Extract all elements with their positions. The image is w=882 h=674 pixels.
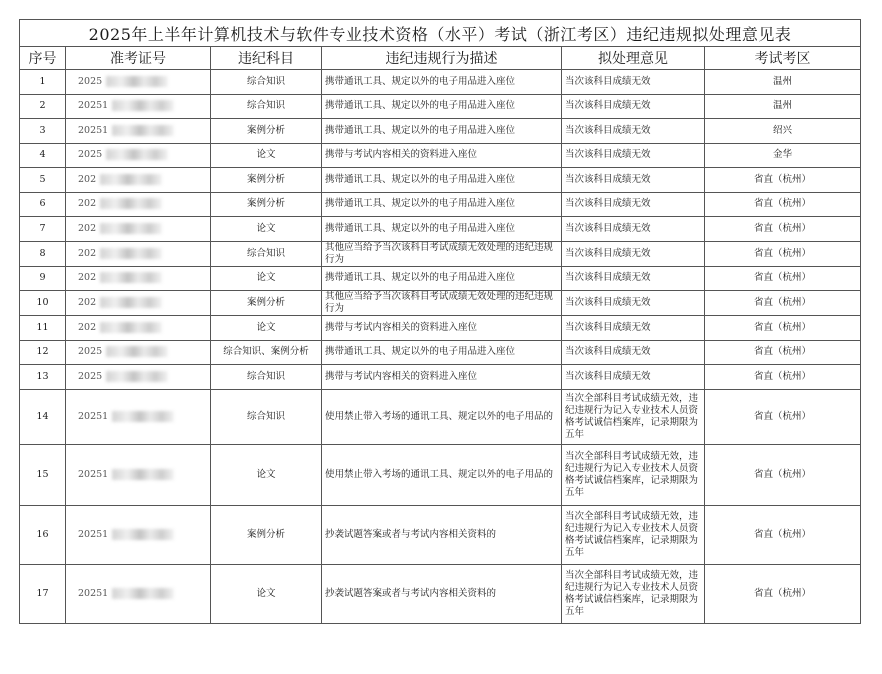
table-row — [20, 241, 861, 266]
header-subject: 违纪科目 — [211, 47, 322, 70]
subject-cell: 综合知识 — [211, 365, 322, 390]
ticket-number-cell — [66, 168, 211, 193]
exam-area-cell: 省直（杭州） — [705, 291, 861, 316]
subject-cell: 论文 — [211, 143, 322, 168]
description-cell: 携带与考试内容相关的资料进入座位 — [322, 365, 562, 390]
violation-sheet — [19, 19, 860, 624]
ticket-number-cell — [66, 564, 211, 623]
proposed-action-cell: 当次该科目成绩无效 — [562, 119, 705, 144]
row-index: 6 — [20, 192, 66, 217]
table-row — [20, 291, 861, 316]
redaction-blur — [112, 411, 174, 422]
proposed-action-cell: 当次该科目成绩无效 — [562, 266, 705, 291]
exam-area-cell: 温州 — [705, 94, 861, 119]
violation-table — [19, 19, 861, 624]
row-index: 16 — [20, 505, 66, 564]
subject-cell: 论文 — [211, 564, 322, 623]
subject-cell: 论文 — [211, 217, 322, 242]
redaction-blur — [100, 297, 162, 308]
exam-area-cell: 省直（杭州） — [705, 365, 861, 390]
row-index: 10 — [20, 291, 66, 316]
subject-cell: 综合知识 — [211, 389, 322, 444]
exam-area-cell: 省直（杭州） — [705, 505, 861, 564]
row-index: 5 — [20, 168, 66, 193]
exam-area-cell: 省直（杭州） — [705, 444, 861, 505]
proposed-action-cell: 当次该科目成绩无效 — [562, 340, 705, 365]
row-index: 12 — [20, 340, 66, 365]
header-index: 序号 — [20, 47, 66, 70]
redaction-blur — [112, 125, 174, 136]
exam-area-cell: 省直（杭州） — [705, 241, 861, 266]
header-description: 违纪违规行为描述 — [322, 47, 562, 70]
header-exam-area: 考试考区 — [705, 47, 861, 70]
ticket-number-prefix: 202 — [78, 272, 97, 284]
exam-area-cell: 省直（杭州） — [705, 217, 861, 242]
redaction-blur — [100, 248, 162, 259]
ticket-number-prefix: 20251 — [78, 124, 109, 136]
subject-cell: 综合知识、案例分析 — [211, 340, 322, 365]
description-cell: 使用禁止带入考场的通讯工具、规定以外的电子用品的 — [322, 389, 562, 444]
ticket-number-prefix: 2025 — [78, 370, 103, 382]
subject-cell: 案例分析 — [211, 291, 322, 316]
redaction-blur — [100, 322, 162, 333]
row-index: 9 — [20, 266, 66, 291]
ticket-number-prefix: 2025 — [78, 149, 103, 161]
subject-cell: 论文 — [211, 266, 322, 291]
header-row — [20, 47, 861, 70]
ticket-number-prefix: 20251 — [78, 410, 109, 422]
description-cell: 携带通讯工具、规定以外的电子用品进入座位 — [322, 340, 562, 365]
subject-cell: 论文 — [211, 316, 322, 341]
ticket-number-cell — [66, 291, 211, 316]
row-index: 13 — [20, 365, 66, 390]
subject-cell: 综合知识 — [211, 241, 322, 266]
exam-area-cell: 绍兴 — [705, 119, 861, 144]
row-index: 17 — [20, 564, 66, 623]
table-row — [20, 564, 861, 623]
ticket-number-prefix: 20251 — [78, 100, 109, 112]
redaction-blur — [100, 272, 162, 283]
row-index: 11 — [20, 316, 66, 341]
ticket-number-cell — [66, 192, 211, 217]
exam-area-cell: 省直（杭州） — [705, 564, 861, 623]
proposed-action-cell: 当次该科目成绩无效 — [562, 217, 705, 242]
redaction-blur — [112, 588, 174, 599]
table-row — [20, 266, 861, 291]
description-cell: 抄袭试题答案或者与考试内容相关资料的 — [322, 564, 562, 623]
ticket-number-prefix: 202 — [78, 321, 97, 333]
proposed-action-cell: 当次该科目成绩无效 — [562, 241, 705, 266]
ticket-number-cell — [66, 340, 211, 365]
redaction-blur — [112, 469, 174, 480]
ticket-number-cell — [66, 505, 211, 564]
exam-area-cell: 省直（杭州） — [705, 266, 861, 291]
subject-cell: 案例分析 — [211, 168, 322, 193]
ticket-number-cell — [66, 94, 211, 119]
exam-area-cell: 温州 — [705, 70, 861, 95]
proposed-action-cell: 当次该科目成绩无效 — [562, 365, 705, 390]
ticket-number-prefix: 202 — [78, 198, 97, 210]
row-index: 8 — [20, 241, 66, 266]
proposed-action-cell: 当次该科目成绩无效 — [562, 143, 705, 168]
ticket-number-cell — [66, 365, 211, 390]
table-row — [20, 192, 861, 217]
description-cell: 携带与考试内容相关的资料进入座位 — [322, 316, 562, 341]
row-index: 4 — [20, 143, 66, 168]
ticket-number-cell — [66, 119, 211, 144]
subject-cell: 论文 — [211, 444, 322, 505]
redaction-blur — [100, 174, 162, 185]
description-cell: 携带通讯工具、规定以外的电子用品进入座位 — [322, 217, 562, 242]
table-row — [20, 217, 861, 242]
description-cell: 携带通讯工具、规定以外的电子用品进入座位 — [322, 70, 562, 95]
subject-cell: 综合知识 — [211, 94, 322, 119]
ticket-number-cell — [66, 217, 211, 242]
exam-area-cell: 省直（杭州） — [705, 316, 861, 341]
subject-cell: 综合知识 — [211, 70, 322, 95]
description-cell: 其他应当给予当次该科目考试成绩无效处理的违纪违规行为 — [322, 291, 562, 316]
row-index: 1 — [20, 70, 66, 95]
ticket-number-prefix: 20251 — [78, 468, 109, 480]
subject-cell: 案例分析 — [211, 192, 322, 217]
table-row — [20, 340, 861, 365]
ticket-number-cell — [66, 241, 211, 266]
ticket-number-cell — [66, 389, 211, 444]
proposed-action-cell: 当次该科目成绩无效 — [562, 316, 705, 341]
table-row — [20, 316, 861, 341]
table-title: 2025年上半年计算机技术与软件专业技术资格（水平）考试（浙江考区）违纪违规拟处理意见表 — [20, 20, 861, 47]
proposed-action-cell: 当次全部科目考试成绩无效，违纪违规行为记入专业技术人员资格考试诚信档案库，记录期限为五年 — [562, 444, 705, 505]
row-index: 7 — [20, 217, 66, 242]
proposed-action-cell: 当次该科目成绩无效 — [562, 168, 705, 193]
redaction-blur — [106, 371, 168, 382]
table-row — [20, 94, 861, 119]
proposed-action-cell: 当次全部科目考试成绩无效，违纪违规行为记入专业技术人员资格考试诚信档案库，记录期限为五年 — [562, 564, 705, 623]
table-row — [20, 119, 861, 144]
ticket-number-prefix: 202 — [78, 173, 97, 185]
ticket-number-prefix: 2025 — [78, 75, 103, 87]
row-index: 3 — [20, 119, 66, 144]
redaction-blur — [112, 529, 174, 540]
header-ticket-number: 准考证号 — [66, 47, 211, 70]
proposed-action-cell: 当次全部科目考试成绩无效，违纪违规行为记入专业技术人员资格考试诚信档案库，记录期限为五年 — [562, 505, 705, 564]
exam-area-cell: 省直（杭州） — [705, 389, 861, 444]
proposed-action-cell: 当次全部科目考试成绩无效，违纪违规行为记入专业技术人员资格考试诚信档案库，记录期限为五年 — [562, 389, 705, 444]
redaction-blur — [106, 346, 168, 357]
ticket-number-prefix: 2025 — [78, 346, 103, 358]
row-index: 14 — [20, 389, 66, 444]
redaction-blur — [100, 223, 162, 234]
table-row — [20, 168, 861, 193]
redaction-blur — [112, 100, 174, 111]
ticket-number-prefix: 202 — [78, 222, 97, 234]
exam-area-cell: 省直（杭州） — [705, 340, 861, 365]
table-row — [20, 505, 861, 564]
redaction-blur — [106, 149, 168, 160]
description-cell: 使用禁止带入考场的通讯工具、规定以外的电子用品的 — [322, 444, 562, 505]
proposed-action-cell: 当次该科目成绩无效 — [562, 291, 705, 316]
description-cell: 携带通讯工具、规定以外的电子用品进入座位 — [322, 168, 562, 193]
ticket-number-prefix: 20251 — [78, 587, 109, 599]
proposed-action-cell: 当次该科目成绩无效 — [562, 192, 705, 217]
ticket-number-cell — [66, 444, 211, 505]
redaction-blur — [100, 198, 162, 209]
table-row — [20, 70, 861, 95]
table-row — [20, 389, 861, 444]
description-cell: 携带通讯工具、规定以外的电子用品进入座位 — [322, 192, 562, 217]
ticket-number-prefix: 202 — [78, 297, 97, 308]
subject-cell: 案例分析 — [211, 119, 322, 144]
header-proposed-action: 拟处理意见 — [562, 47, 705, 70]
exam-area-cell: 省直（杭州） — [705, 192, 861, 217]
subject-cell: 案例分析 — [211, 505, 322, 564]
ticket-number-cell — [66, 143, 211, 168]
table-row — [20, 143, 861, 168]
row-index: 2 — [20, 94, 66, 119]
description-cell: 携带通讯工具、规定以外的电子用品进入座位 — [322, 119, 562, 144]
table-row — [20, 365, 861, 390]
exam-area-cell: 省直（杭州） — [705, 168, 861, 193]
description-cell: 其他应当给予当次该科目考试成绩无效处理的违纪违规行为 — [322, 241, 562, 266]
description-cell: 抄袭试题答案或者与考试内容相关资料的 — [322, 505, 562, 564]
description-cell: 携带与考试内容相关的资料进入座位 — [322, 143, 562, 168]
ticket-number-prefix: 202 — [78, 247, 97, 259]
ticket-number-prefix: 20251 — [78, 528, 109, 540]
row-index: 15 — [20, 444, 66, 505]
proposed-action-cell: 当次该科目成绩无效 — [562, 70, 705, 95]
description-cell: 携带通讯工具、规定以外的电子用品进入座位 — [322, 266, 562, 291]
ticket-number-cell — [66, 266, 211, 291]
ticket-number-cell — [66, 70, 211, 95]
table-row — [20, 444, 861, 505]
ticket-number-cell — [66, 316, 211, 341]
proposed-action-cell: 当次该科目成绩无效 — [562, 94, 705, 119]
exam-area-cell: 金华 — [705, 143, 861, 168]
description-cell: 携带通讯工具、规定以外的电子用品进入座位 — [322, 94, 562, 119]
redaction-blur — [106, 76, 168, 87]
